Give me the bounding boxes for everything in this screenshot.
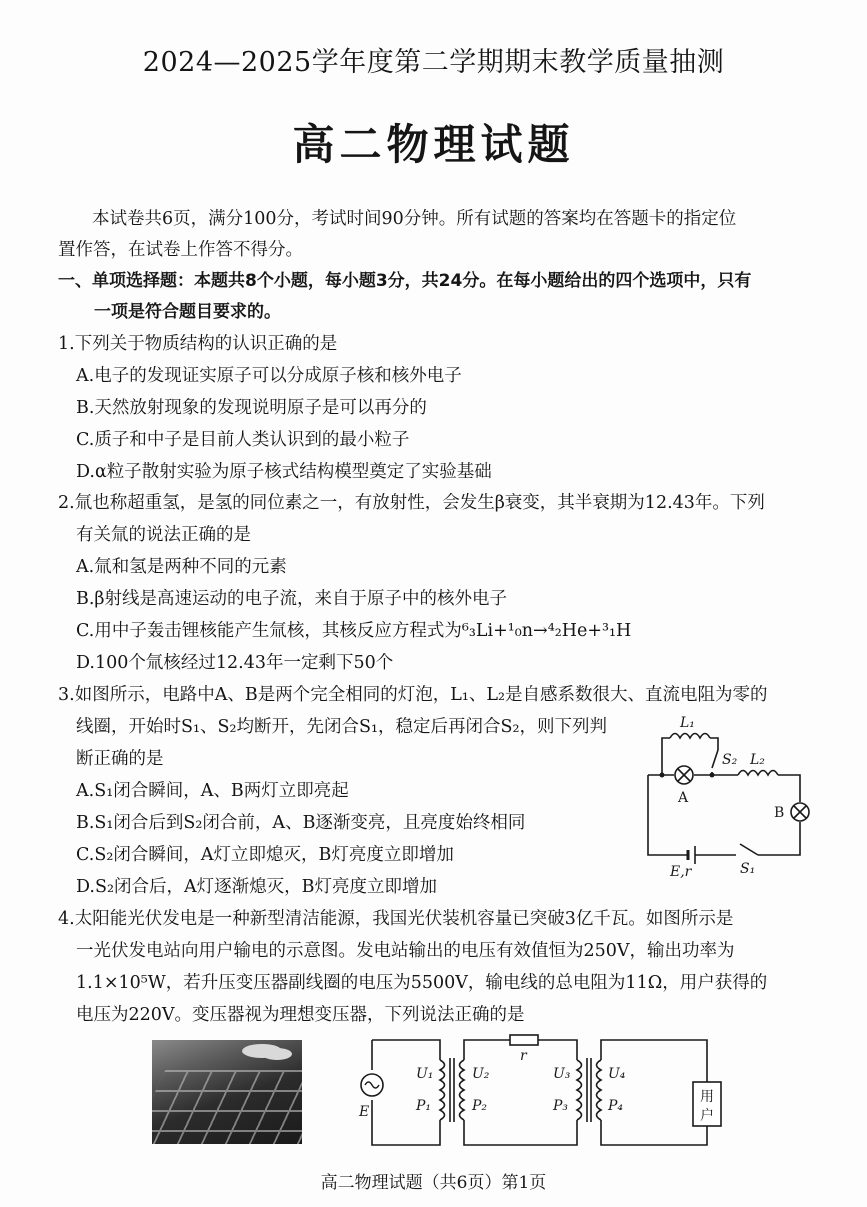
intro-line-2: 置作答，在试卷上作答不得分。: [58, 240, 303, 260]
q4-stem-line-3: 1.1×10⁵W，若升压变压器副线圈的电压为5500V，输电线的总电阻为11Ω，用户获得的: [76, 973, 768, 993]
q4-user-label-2: 户: [700, 1108, 714, 1124]
q4-stem-line-2: 一光伏发电站向用户输电的示意图。发电站输出的电压有效值恒为250V，输出功率为: [76, 941, 735, 961]
q3-option-b: B.S₁闭合后到S₂闭合前，A、B逐渐变亮，且亮度始终相同: [76, 813, 526, 833]
q3-circuit-diagram: [640, 710, 830, 885]
q4-label-p3: P₃: [553, 1098, 569, 1114]
section-heading-line-1: 一、单项选择题：本题共8个小题，每小题3分，共24分。在每小题给出的四个选项中，只有: [58, 271, 752, 291]
q4-label-r: r: [520, 1048, 527, 1064]
q2-option-d: D.100个氚核经过12.43年一定剩下50个: [76, 653, 394, 673]
q4-stem-line-4: 电压为220V。变压器视为理想变压器，下列说法正确的是: [76, 1005, 525, 1025]
intro-line-1: 本试卷共6页，满分100分，考试时间90分钟。所有试题的答案均在答题卡的指定位: [92, 209, 737, 229]
q3-label-a: A: [678, 790, 689, 806]
q2-stem-line-1: 2.氚也称超重氢，是氢的同位素之一，有放射性，会发生β衰变，其半衰期为12.43年。下列: [58, 493, 765, 513]
q2-option-c-text: C.用中子轰击锂核能产生氚核，其核反应方程式为: [76, 621, 462, 641]
q2-option-c: [76, 619, 631, 643]
q2-option-b: B.β射线是高速运动的电子流，来自于原子中的核外电子: [76, 589, 508, 609]
q3-stem-line-2: 线圈，开始时S₁、S₂均断开，先闭合S₁，稳定后再闭合S₂，则下列判: [76, 717, 608, 737]
exam-header: 2024—2025学年度第二学期期末教学质量抽测: [142, 47, 725, 78]
page-title: 高二物理试题: [292, 120, 575, 169]
q4-label-p2: P₂: [472, 1098, 488, 1114]
q4-label-p1: P₁: [416, 1098, 432, 1114]
q1-option-b: B.天然放射现象的发现说明原子是可以再分的: [76, 398, 427, 418]
section-heading-line-2: 一项是符合题目要求的。: [94, 302, 281, 322]
q4-label-u1: U₁: [416, 1066, 434, 1082]
q3-label-l2: L₂: [750, 752, 765, 768]
q4-transmission-diagram: [352, 1030, 727, 1155]
q3-option-c: C.S₂闭合瞬间，A灯立即熄灭，B灯亮度立即增加: [76, 845, 454, 865]
page-footer: 高二物理试题（共6页）第1页: [320, 1173, 547, 1193]
q1-stem: 1.下列关于物质结构的认识正确的是: [58, 334, 338, 354]
q1-option-a: A.电子的发现证实原子可以分成原子核和核外电子: [76, 366, 462, 386]
q3-label-s1: S₁: [740, 861, 756, 877]
q3-label-l1: L₁: [680, 715, 695, 731]
q1-option-d: D.α粒子散射实验为原子核式结构模型奠定了实验基础: [76, 462, 492, 482]
q4-label-u4: U₄: [608, 1066, 626, 1082]
q3-option-a: A.S₁闭合瞬间，A、B两灯立即亮起: [76, 781, 349, 801]
q2-option-a: A.氚和氢是两种不同的元素: [76, 557, 287, 577]
solar-panel-photo: [152, 1040, 302, 1144]
q3-option-d: D.S₂闭合后，A灯逐渐熄灭，B灯亮度立即增加: [76, 877, 437, 897]
q3-stem-line-1: 3.如图所示，电路中A、B是两个完全相同的灯泡，L₁、L₂是自感系数很大、直流电阻为零的: [58, 685, 768, 705]
q2-stem-line-2: 有关氚的说法正确的是: [76, 525, 251, 545]
q1-option-c: C.质子和中子是目前人类认识到的最小粒子: [76, 430, 410, 450]
q3-stem-line-3: 断正确的是: [76, 749, 164, 769]
q4-label-u2: U₂: [472, 1066, 490, 1082]
q4-label-u3: U₃: [553, 1066, 571, 1082]
q3-label-s2: S₂: [722, 752, 738, 768]
q3-label-er: E,r: [670, 864, 692, 880]
q4-stem-line-1: 4.太阳能光伏发电是一种新型清洁能源，我国光伏装机容量已突破3亿千瓦。如图所示是: [58, 909, 734, 929]
q4-label-p4: P₄: [608, 1098, 624, 1114]
q3-label-b: B: [774, 805, 785, 821]
q4-label-e: E: [359, 1104, 370, 1120]
q4-user-label-1: 用: [700, 1089, 714, 1105]
q2-nuclear-equation: ⁶₃Li+¹₀n→⁴₂He+³₁H: [461, 621, 632, 641]
